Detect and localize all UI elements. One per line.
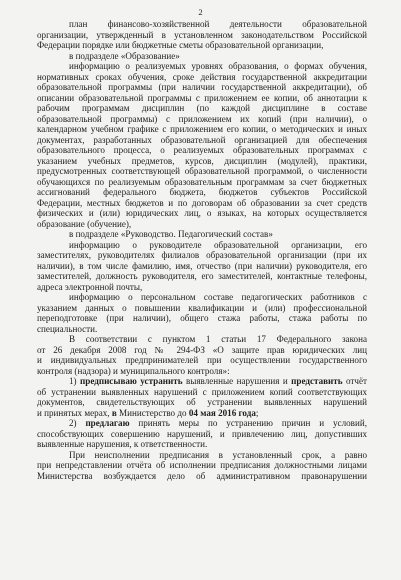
- text-segment: принять меры по устранению причин и условий,: [129, 418, 367, 428]
- text-line: календарном учебном графике с приложением его копии, о методических и иных: [37, 124, 367, 134]
- text-line: обучающихся по реализуемым образовательным программам за счет бюджетных: [37, 176, 367, 187]
- text-segment: Министерство до: [116, 407, 189, 418]
- bold-text: представить: [291, 376, 343, 386]
- text-line: организации, утвержденный в установленном законодательством Российской: [37, 29, 367, 40]
- text-line: ассигнований федерального бюджета, бюджетов субъектов Российской: [37, 187, 367, 197]
- text-line: выявленные нарушения, к ответственности.: [37, 439, 208, 449]
- document-body: [37, 19, 367, 481]
- text-line: специальности.: [37, 323, 98, 334]
- text-line: адреса электронной почты,: [37, 281, 143, 292]
- text-line: В соответствии с пунктом 1 статьи 17 Федерального закона: [69, 334, 367, 344]
- text-line: план финансово-хозяйственной деятельности образовательной: [69, 19, 367, 29]
- text-line: рабочим программам дисциплин (по каждой дисциплине в составе: [37, 103, 367, 113]
- text-line: образовательного процесса, о реализуемых образовательных программах с: [37, 145, 367, 155]
- bold-text: предписываю устранить: [80, 376, 183, 386]
- text-line: об устранении выявленных нарушений с приложением копий соответствующих: [37, 386, 367, 397]
- text-line: Федерации, местных бюджетов и по договорам об образовании за счет средств: [37, 197, 367, 208]
- text-line: физических и (или) юридических лиц, о языках, на которых осуществляется: [37, 208, 367, 218]
- bold-text: 04 мая 2016 года: [188, 407, 256, 418]
- bold-text: в: [111, 407, 117, 418]
- text-line: [37, 418, 367, 429]
- page-number: 2: [198, 7, 203, 17]
- text-line: информацию о руководителе образовательной организации, его: [69, 239, 367, 250]
- text-line: [37, 408, 367, 419]
- text-line: предусмотренных соответствующей образовательной программой, о численности: [37, 166, 367, 176]
- text-line: указанием данных о повышении квалификации и (или) профессиональной: [37, 302, 367, 313]
- text-line: образовательной программы (при наличии государственной аккредитации), об: [37, 82, 367, 92]
- text-line: переподготовке (при наличии), общего стажа работы, стажа работы по: [37, 313, 367, 323]
- text-line: документах, разработанных образовательной организацией для обеспечения: [37, 134, 367, 145]
- text-line: заместителях, руководителях филиалов образовательной организации (при их: [37, 250, 367, 260]
- text-line: информацию о реализуемых уровнях образования, о формах обучения,: [69, 61, 367, 71]
- bold-text: предлагаю: [85, 418, 130, 428]
- text-line: документов, свидетельствующих об устранении выявленных нарушений: [37, 397, 367, 407]
- text-line: образовательной программы) с приложением их копий (при наличии), о: [37, 113, 367, 124]
- text-line: нормативных сроках обучения, сроке действия государственной аккредитации: [37, 71, 367, 82]
- text-segment: и принятых мерах,: [37, 407, 112, 418]
- text-segment: ;: [255, 407, 259, 418]
- text-line: от 26 декабря 2008 год № 294-ФЗ «О защите прав юридических лиц: [37, 344, 367, 355]
- text-line: в подразделе «Руководство. Педагогический состав»: [69, 229, 273, 239]
- text-line: информацию о персональном составе педагогических работников с: [69, 292, 367, 302]
- text-line: способствующих совершению нарушений, и привлечению лиц, допустивших: [37, 428, 367, 439]
- text-line: [37, 376, 367, 387]
- text-segment: 1): [69, 376, 81, 386]
- text-segment: выявленные нарушения и: [182, 376, 292, 386]
- text-line: в подразделе «Образование»: [69, 50, 180, 61]
- text-segment: 2): [69, 418, 86, 428]
- text-line: образование (обучение),: [37, 218, 132, 229]
- text-line: Федерации порядке или бюджетные сметы образовательной организации,: [37, 40, 324, 50]
- text-line: при непредставлении отчёта об исполнении предписания должностными лицами: [37, 460, 367, 470]
- text-line: указанием учебных предметов, курсов, дисциплин (модулей), практики,: [37, 155, 367, 166]
- text-line: При неисполнении предписания в установленный срок, а равно: [69, 449, 367, 460]
- text-line: описании образовательной программы с приложением ее копии, об аннотации к: [37, 92, 367, 103]
- text-line: и индивидуальных предпринимателей при осуществлении государственного: [37, 355, 367, 365]
- text-line: заместителей, должность руководителя, его заместителей, контактные телефоны,: [37, 271, 367, 281]
- text-line: контроля (надзора) и муниципального контроля»:: [37, 365, 230, 376]
- text-line: наличии), в том числе фамилию, имя, отчество (при наличии) руководителя, его: [37, 260, 367, 271]
- text-line: Министерства возбуждается дело об административном правонарушении: [37, 470, 367, 481]
- text-segment: отчёт: [342, 376, 367, 386]
